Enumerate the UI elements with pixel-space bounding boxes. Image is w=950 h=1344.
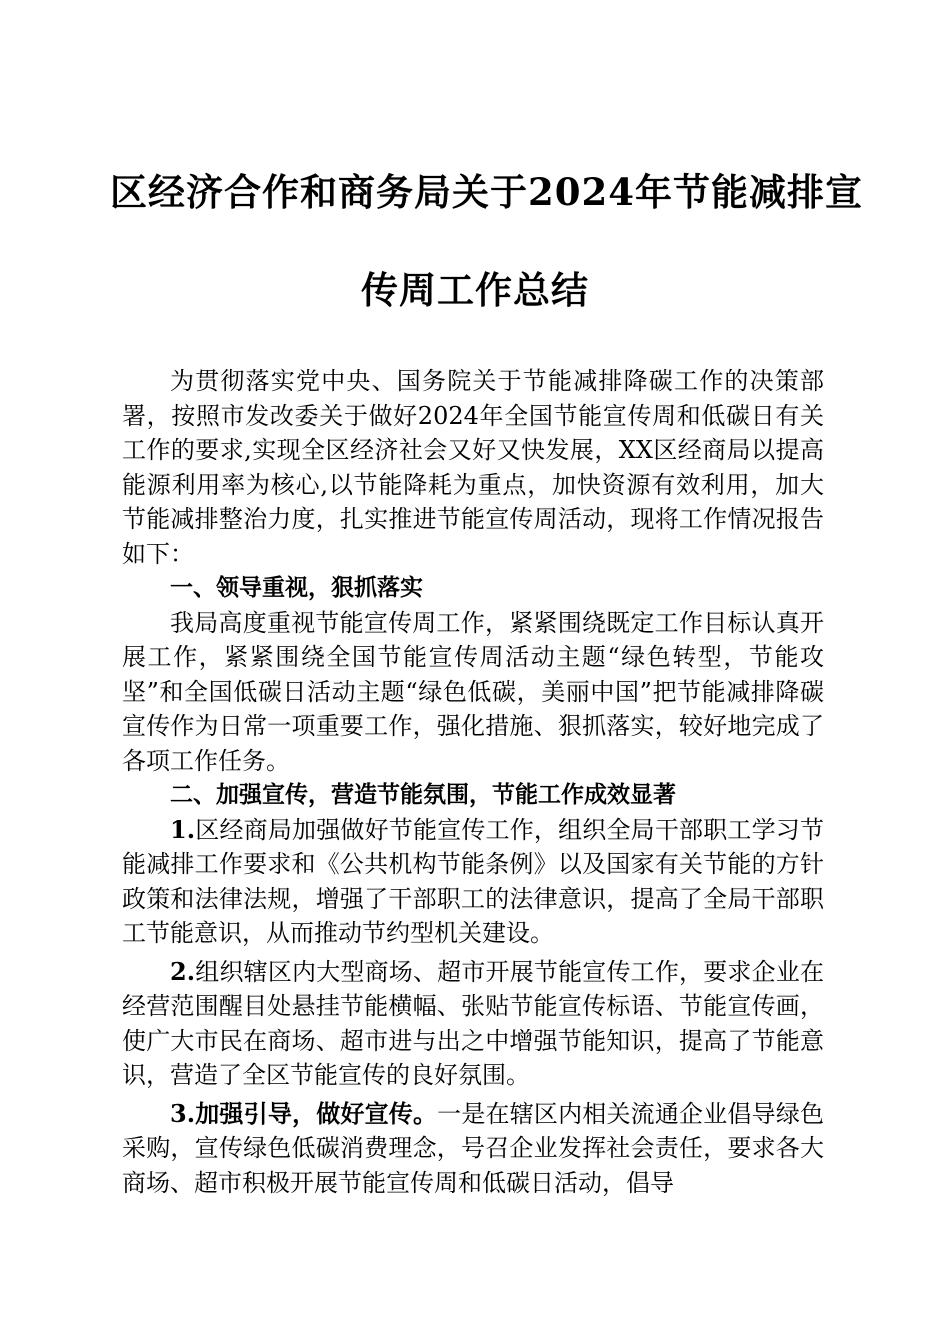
section-2-item-3 (122, 1097, 824, 1201)
document-body (122, 364, 824, 1200)
section-2-item-1 (122, 813, 824, 951)
item-2-text: 组织辖区内大型商场、超市开展节能宣传工作，要求企业在经营范围醒目处悬挂节能横幅、张贴节能宣传标语、节能宣传画，使广大市民在商场、超市进与出之中增强节能知识，提高了节能意识，营造了全区节能宣传的良好氛围。 (122, 957, 824, 1089)
section-2-item-2 (122, 955, 824, 1093)
item-3-text: 一是在辖区内相关流通企业倡导绿色采购，宣传绿色低碳消费理念，号召企业发挥社会责任，要求各大商场、超市积极开展节能宣传周和低碳日活动，倡导 (122, 1099, 825, 1197)
section-1-paragraph: 我局高度重视节能宣传周工作，紧紧围绕既定工作目标认真开展工作，紧紧围绕全国节能宣传周活动主题“绿色转型，节能攻坚”和全国低碳日活动主题“绿色低碳，美丽中国”把节能减排降碳宣传作为日常一项重要工作，强化措施、狠抓落实，较好地完成了各项工作任务。 (122, 608, 824, 775)
item-1-text: 区经商局加强做好节能宣传工作，组织全局干部职工学习节能减排工作要求和《公共机构节能条例》以及国家有关节能的方针政策和法律法规，增强了干部职工的法律意识，提高了全局干部职工节能意识，从而推动节约型机关建设。 (122, 815, 824, 947)
document-title-line-2: 传周工作总结 (361, 268, 589, 312)
item-1-number: 1. (170, 814, 196, 844)
item-3-lead: 3.加强引导，做好宣传。 (170, 1098, 438, 1128)
section-1-heading: 一、领导重视，狠抓落实 (170, 575, 423, 601)
intro-paragraph: 为贯彻落实党中央、国务院关于节能减排降碳工作的决策部署，按照市发改委关于做好2024年全国节能宣传周和低碳日有关工作的要求,实现全区经济社会又好又快发展，XX区经商局以提高能源利用率为核心,以节能降耗为重点，加快资源有效利用，加大节能减排整治力度，扎实推进节能宣传周活动，现将工作情况报告如下： (122, 367, 824, 568)
section-2-heading: 二、加强宣传，营造节能氛围，节能工作成效显著 (170, 782, 676, 808)
document-title-line-1: 区经济合作和商务局关于2024年节能减排宣 (110, 170, 863, 214)
item-2-number: 2. (170, 956, 196, 986)
